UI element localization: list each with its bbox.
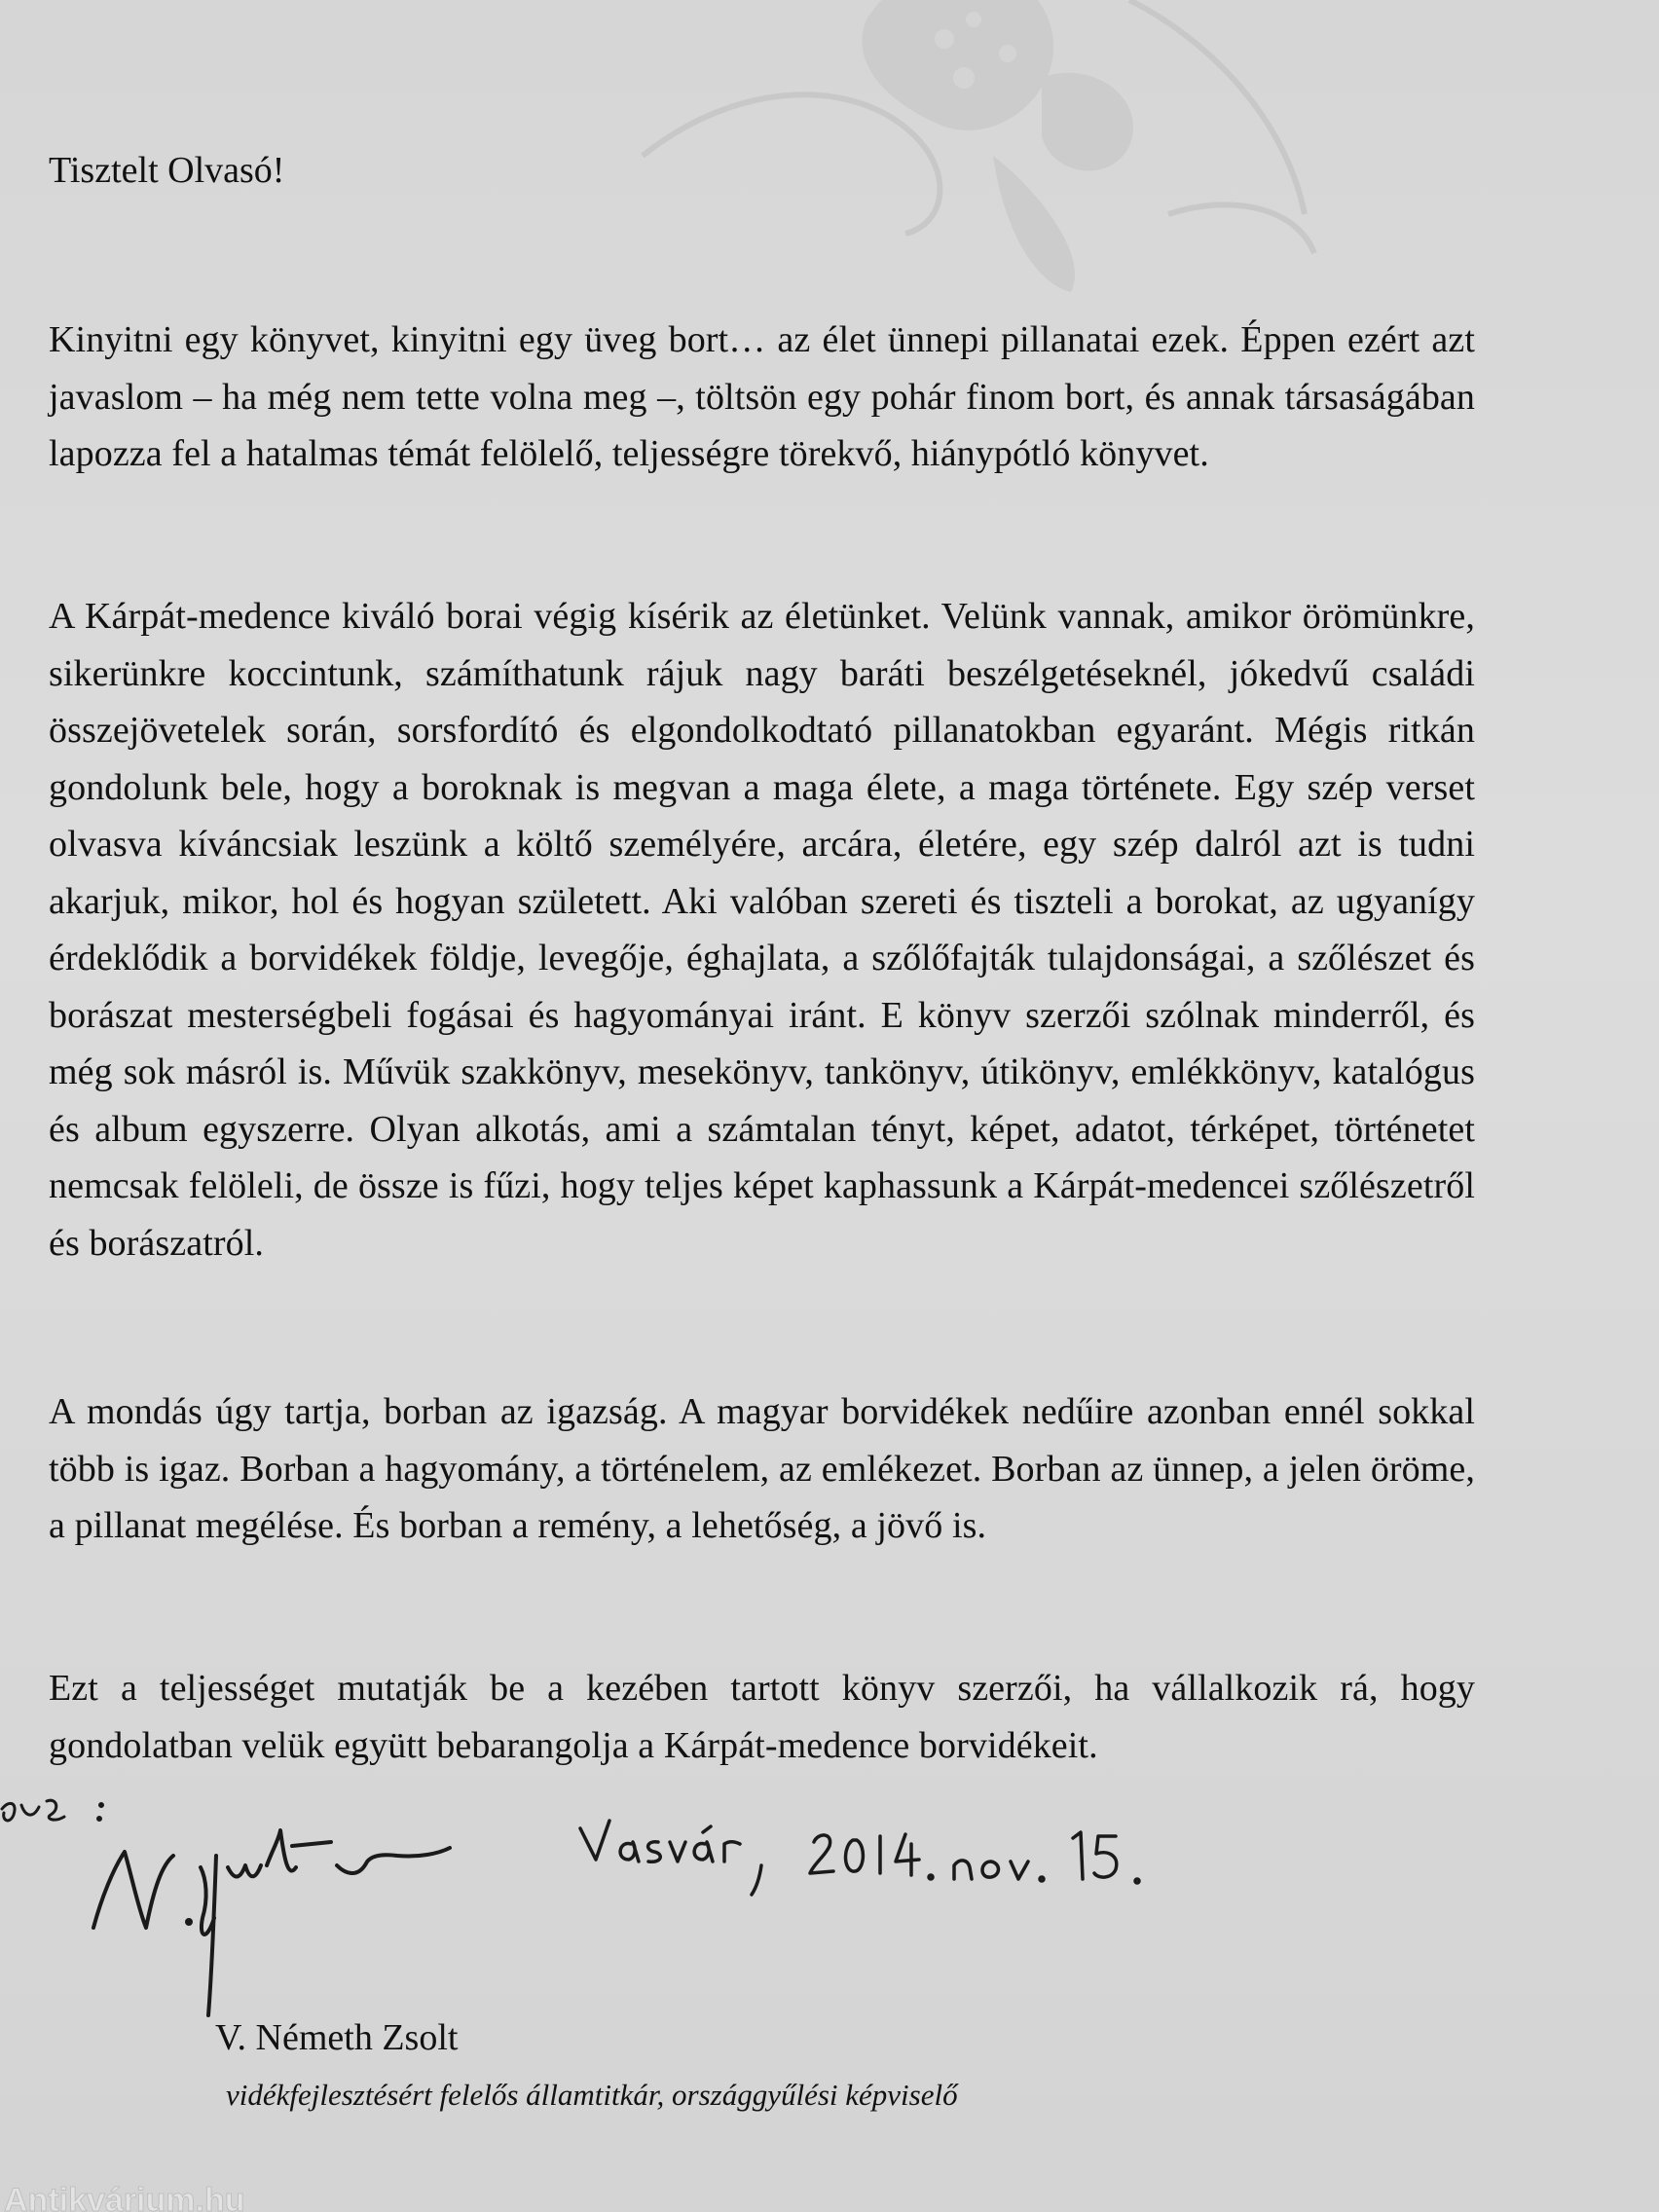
watermark-logo: [0, 2186, 389, 2212]
floral-ornament-icon: [623, 0, 1324, 312]
signer-title: vidékfejlesztésért felelős államtitkár, országgyűlési képviselő: [226, 2078, 958, 2112]
svg-text:Antikvárium.hu: Antikvárium.hu: [4, 2186, 245, 2212]
paragraph: Kinyitni egy könyvet, kinyitni egy üveg bort… az élet ünnepi pillanatai ezek. Éppen ezért azt javaslom – ha még nem tette volna meg –, töltsön egy pohár finom bort, és annak társaságában lapozza fel a hatalmas témát felölelő, teljességre törekvő, hiánypótló könyvet.: [49, 319, 1475, 474]
paragraph: A mondás úgy tartja, borban az igazság. A magyar borvidékek nedűire azonban ennél sokkal több is igaz. Borban a hagyomány, a történelem, az emlékezet. Borban az ünnep, a jelen öröme, a pillanat megélése. És borban a remény, a lehetőség, a jövő is.: [49, 1391, 1475, 1546]
salutation: Tisztelt Olvasó!: [49, 150, 285, 191]
paragraph: A Kárpát-medence kiváló borai végig kísérik az életünket. Velünk vannak, amikor örömünkre, sikerünkre koccintunk, számíthatunk rájuk nagy baráti beszélgetéseknél, jókedvű családi összejövetelek során, sorsfordító és elgondolkodtató pillanatokban egyaránt. Mégis ritkán gondolunk bele, hogy a boroknak is megvan a maga élete, a maga története. Egy szép verset olvasva kíváncsiak leszünk a költő személyére, arcára, életére, egy szép dalról azt is tudni akarjuk, mikor, hol és hogyan született. Aki valóban szereti és tiszteli a borokat, az ugyanígy érdeklődik a borvidékek földje, levegője, éghajlata, a szőlőfajták tulajdonságai, a szőlészet és borászat mesterségbeli fogásai és hagyományai iránt. E könyv szerzői szólnak minderről, és még sok másról is. Művük szakkönyv, mesekönyv, tankönyv, útikönyv, emlékkönyv, katalógus és album egyszerre. Olyan alkotás, ami a számtalan tényt, képet, adatot, térképet, történetet nemcsak felöleli, de össze is fűzi, hogy teljes képet kaphassunk a Kárpát-medencei szőlészetről és borászatról.: [49, 596, 1475, 1264]
paragraph: Ezt a teljességet mutatják be a kezében tartott könyv szerzői, ha vállalkozik rá, hogy gondolatban velük együtt bebarangolja a Kárpát-medence borvidékeit.: [49, 1668, 1475, 1766]
handwritten-signature-icon: [0, 1772, 1266, 2054]
signer-name: V. Németh Zsolt: [215, 2017, 459, 2058]
